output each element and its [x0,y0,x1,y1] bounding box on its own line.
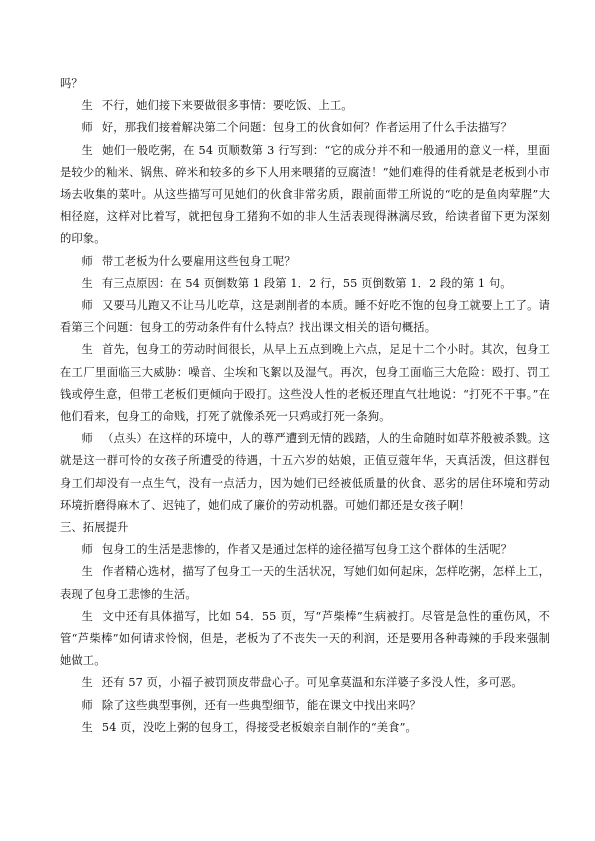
speaker-label: 生 [81,143,94,157]
speaker-label: 生 [81,276,93,290]
section-heading [60,517,550,539]
paragraph-text: 她们一般吃粥，在 54 页顺数第 3 行写到：“它的成分并不和一般通用的意义一样，里面是较少的籼米、锅焦、碎米和较多的乡下人用来喂猪的豆腐渣！”她们难得的佳肴就是老板到小市场去收集的菜叶。从这些描写可见她们的伙食非常劣质，跟前面带工所说的“吃的是鱼肉荤腥”大相径庭，这样对比着写，就把包身工猪狗不如的非人生活表现得淋漓尽致，给读者留下更为深刻的印象。 [60,143,550,246]
paragraph-text: 吗？ [60,77,83,90]
speaker-label: 生 [81,720,93,734]
speaker-label: 生 [81,343,93,357]
paragraph-text: 包身工的生活是悲惨的，作者又是通过怎样的途径描写包身工这个群体的生活呢？ [101,543,513,557]
speaker-label: 生 [81,676,93,690]
paragraph-text: 作者精心选材，描写了包身工一天的生活状况，写她们如何起床，怎样吃粥，怎样上工，表现了包身工悲惨的生活。 [60,565,551,601]
paragraph-text: （点头）在这样的环境中，人的尊严遭到无情的践踏，人的生命随时如草芥般被杀戮。这就是这一群可怜的女孩子所遭受的待遇，十五六岁的姑娘，正值豆蔻年华，天真活泼，但这群包身工们却没有一点生气，没有一点活力，因为她们已经被低质量的伙食、恶劣的居住环境和劳动环境折磨得麻木了、迟钝了，她们成了廉价的劳动机器。可她们都还是女孩子啊！ [60,432,551,512]
paragraph-text: 54 页，没吃上粥的包身工，得接受老板娘亲自制作的“美食”。 [101,720,417,734]
paragraph [60,295,550,339]
paragraph-text: 首先，包身工的劳动时间很长，从早上五点到晚上六点，足足十二个小时。其次，包身工在工厂里面临三大威胁：噪音、尘埃和飞絮以及湿气。再次，包身工面临三大危险：殴打、罚工钱或停生意，但带工老板们更倾向于殴打。这些没人性的老板还理直气壮地说：“打死不干事。”在他们看来，包身工的命贱，打死了就像杀死一只鸡或打死一条狗。 [60,343,551,424]
paragraph-text: 还有 57 页，小福子被罚顶皮带盘心子。可见拿莫温和东洋婆子多没人性，多可恶。 [101,676,523,690]
paragraph [60,428,550,517]
section-heading-text: 三、拓展提升 [60,521,129,535]
paragraph [60,339,550,428]
speaker-label: 师 [81,432,93,446]
body-text [60,73,550,739]
speaker-label: 生 [81,99,93,113]
paragraph-text: 带工老板为什么要雇用这些包身工呢？ [101,254,296,268]
paragraph-text: 除了这些典型事例，还有一些典型细节，能在课文中找出来吗？ [101,698,422,712]
paragraph [60,251,550,273]
paragraph [60,117,550,139]
paragraph [60,95,550,117]
speaker-label: 生 [81,609,94,623]
paragraph-text: 好，那我们接着解决第二个问题：包身工的伙食如何？作者运用了什么手法描写？ [101,121,513,135]
paragraph [60,606,550,673]
speaker-label: 师 [81,299,93,313]
paragraph [60,140,550,251]
speaker-label: 师 [81,254,93,268]
speaker-label: 师 [81,543,93,557]
paragraph [60,539,550,561]
paragraph-text: 有三点原因：在 54 页倒数第 1 段第 1．2 行，55 页倒数第 1．2 段的第 1 句。 [101,276,512,290]
paragraph-text: 又要马儿跑又不让马儿吃草，这是剥削者的本质。睡不好吃不饱的包身工就要上工了。请看第三个问题：包身工的劳动条件有什么特点？找出课文相关的语句概括。 [60,299,551,335]
speaker-label: 生 [81,565,93,579]
paragraph-text: 文中还有具体描写，比如 54．55 页，写“芦柴棒”生病被打。尽管是急性的重伤风，不管“芦柴棒”如何请求怜悯，但是，老板为了不丧失一天的利润，还是要用各种毒辣的手段来强制她做工。 [60,609,551,668]
paragraph [60,695,550,717]
speaker-label: 师 [81,698,93,712]
paragraph [60,273,550,295]
paragraph [60,73,550,95]
paragraph-text: 不行，她们接下来要做很多事情：要吃饭、上工。 [101,99,353,113]
paragraph [60,672,550,694]
paragraph [60,717,550,739]
speaker-label: 师 [81,121,93,135]
paragraph [60,561,550,605]
